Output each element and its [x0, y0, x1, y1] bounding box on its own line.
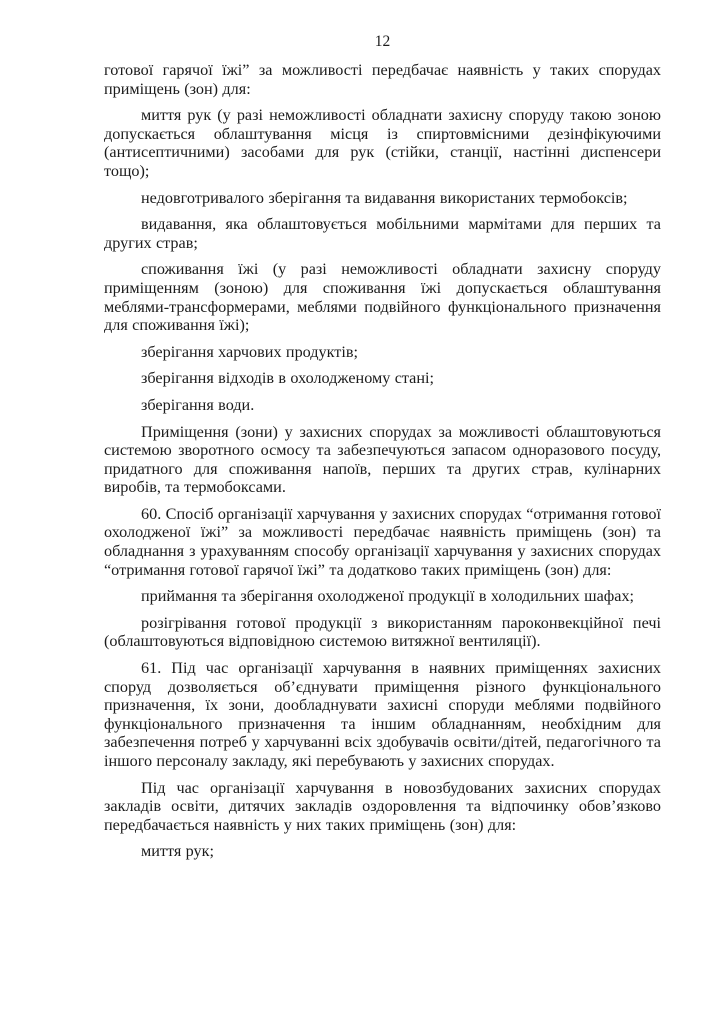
page-number: 12: [374, 33, 391, 50]
body-paragraph: зберігання води.: [141, 395, 255, 414]
body-paragraph: Приміщення (зони) у захисних спорудах за можливості облаштовуються системою зворотного осмосу та забезпечуються запасом одноразового посуду, придатного для споживання напоїв, перших та других страв, кулінарних виробів, та термобоксами.: [104, 422, 661, 497]
body-paragraph: Під час організації харчування в новозбудованих захисних спорудах закладів освіти, дитячих закладів оздоровлення та відпочинку обов’язково передбачається наявність у них таких приміщень (зон) для:: [104, 778, 661, 834]
body-paragraph: видавання, яка облаштовується мобільними мармітами для перших та других страв;: [104, 215, 661, 252]
body-paragraph: приймання та зберігання охолодженої продукції в холодильних шафах;: [141, 587, 635, 606]
body-paragraph: миття рук;: [141, 842, 214, 861]
body-paragraph: 61. Під час організації харчування в наявних приміщеннях захисних споруд дозволяється об’єднувати приміщення різного функціонального призначення, їх зони, дообладнувати захисні споруди меблями подвійного функціонального призначення та іншим обладнанням, необхідним для забезпечення потреб у харчуванні всіх здобувачів освіти/дітей, педагогічного та іншого персоналу закладу, які перебувають у захисних спорудах.: [104, 659, 661, 770]
body-paragraph: миття рук (у разі неможливості обладнати захисну споруду такою зоною допускається облаштування місця із спиртовмісними дезінфікуючими (антисептичними) засобами для рук (стійки, станції, настінні диспенсери тощо);: [104, 106, 661, 180]
body-paragraph: недовготривалого зберігання та видавання використаних термобоксів;: [141, 188, 628, 207]
body-paragraph: споживання їжі (у разі неможливості обладнати захисну споруду приміщенням (зоною) для споживання їжі допускається облаштування меблями-трансформерами, меблями подвійного функціонального призначення для споживання їжі);: [104, 260, 661, 335]
page-content: [104, 61, 661, 861]
body-paragraph: готової гарячої їжі” за можливості передбачає наявність у таких спорудах приміщень (зон) для:: [104, 61, 661, 98]
body-paragraph: зберігання харчових продуктів;: [141, 342, 358, 361]
body-paragraph: розігрівання готової продукції з використанням пароконвекційної печі (облаштовуються відповідною системою витяжної вентиляції).: [104, 613, 661, 651]
body-paragraph: 60. Спосіб організації харчування у захисних спорудах “отримання готової охолодженої їжі” за можливості передбачає наявність приміщень (зон) та обладнання з урахуванням способу організації харчування у захисних спорудах “отримання готової гарячої їжі” та додатково таких приміщень (зон) для:: [104, 504, 661, 579]
body-paragraph: зберігання відходів в охолодженому стані;: [141, 369, 435, 388]
